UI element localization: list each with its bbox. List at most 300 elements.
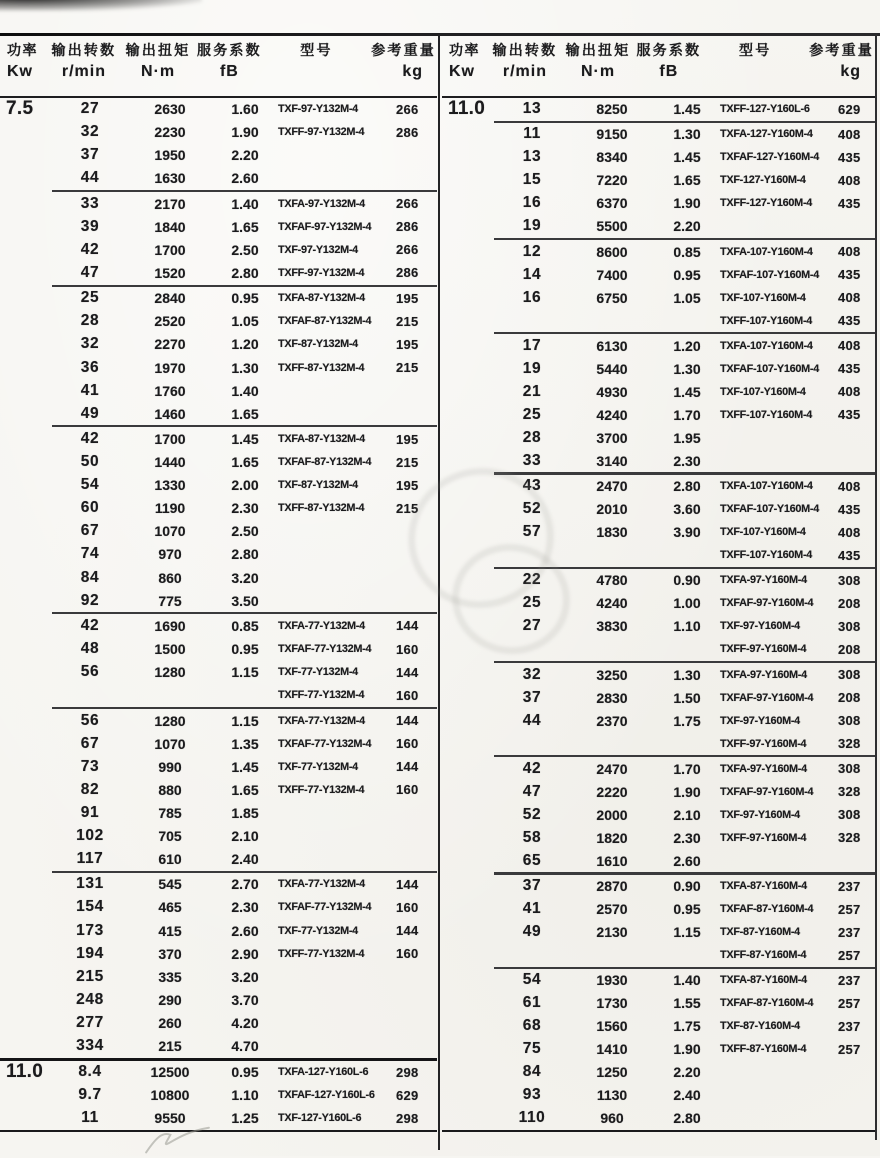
cell-output-speed: 131 bbox=[76, 875, 104, 893]
cell-output-torque: 1500 bbox=[154, 641, 186, 658]
cell-model: TXF-97-Y160M-4 bbox=[720, 808, 800, 821]
cell-service-factor: 1.45 bbox=[231, 758, 259, 775]
table-row bbox=[442, 757, 875, 780]
table-row bbox=[442, 780, 875, 803]
table-row bbox=[0, 379, 437, 402]
cell-weight: 144 bbox=[396, 664, 419, 680]
cell-output-torque: 1730 bbox=[596, 995, 628, 1012]
table-row bbox=[0, 566, 437, 589]
cell-service-factor: 1.90 bbox=[673, 195, 701, 212]
cell-model: TXF-107-Y160M-4 bbox=[720, 526, 806, 539]
cell-model: TXFA-97-Y160M-4 bbox=[720, 574, 807, 587]
cell-model: TXFF-107-Y160M-4 bbox=[720, 314, 813, 327]
cell-output-speed: 84 bbox=[80, 568, 100, 586]
cell-output-torque: 6370 bbox=[596, 195, 628, 212]
cell-service-factor: 0.85 bbox=[673, 243, 701, 260]
cell-weight: 160 bbox=[396, 782, 419, 798]
cell-output-speed: 54 bbox=[522, 971, 542, 989]
cell-weight: 408 bbox=[838, 244, 861, 260]
cell-output-speed: 47 bbox=[522, 782, 542, 800]
cell-output-speed: 52 bbox=[522, 805, 542, 823]
cell-service-factor: 2.20 bbox=[673, 218, 701, 235]
cell-output-speed: 91 bbox=[80, 803, 100, 821]
cell-output-speed: 16 bbox=[522, 288, 542, 306]
cell-model: TXFA-87-Y132M-4 bbox=[278, 433, 365, 446]
cell-weight: 435 bbox=[838, 407, 861, 423]
cell-output-speed: 74 bbox=[80, 545, 100, 563]
cell-service-factor: 1.45 bbox=[673, 383, 701, 400]
header-unit-power: Kw bbox=[449, 62, 475, 80]
cell-model: TXF-127-Y160L-6 bbox=[278, 1112, 362, 1125]
cell-weight: 144 bbox=[396, 923, 419, 939]
cell-weight: 408 bbox=[838, 290, 861, 306]
cell-output-speed: 154 bbox=[76, 898, 104, 916]
cell-output-speed: 19 bbox=[522, 359, 542, 377]
cell-service-factor: 1.20 bbox=[673, 337, 701, 354]
cell-service-factor: 1.85 bbox=[231, 804, 259, 821]
cell-weight: 208 bbox=[838, 690, 861, 706]
cell-weight: 160 bbox=[396, 687, 419, 703]
cell-service-factor: 1.70 bbox=[673, 406, 701, 423]
cell-service-factor: 1.25 bbox=[231, 1110, 259, 1127]
table-row bbox=[0, 896, 437, 919]
cell-output-torque: 1250 bbox=[596, 1064, 628, 1081]
cell-weight: 435 bbox=[838, 547, 861, 563]
cell-output-torque: 2010 bbox=[596, 501, 628, 518]
cell-model: TXFF-77-Y132M-4 bbox=[278, 783, 365, 796]
table-row bbox=[0, 238, 437, 261]
table-row bbox=[442, 898, 875, 921]
cell-output-speed: 334 bbox=[76, 1037, 104, 1055]
table-row bbox=[0, 333, 437, 356]
header-col-output-torque bbox=[560, 40, 637, 96]
cell-output-torque: 6750 bbox=[596, 289, 628, 306]
cell-service-factor: 2.80 bbox=[231, 264, 259, 281]
cell-output-torque: 3830 bbox=[596, 618, 628, 635]
cell-service-factor: 1.45 bbox=[673, 101, 701, 118]
cell-service-factor: 2.50 bbox=[231, 523, 259, 540]
cell-weight: 215 bbox=[396, 313, 419, 329]
cell-model: TXFAF-107-Y160M-4 bbox=[720, 362, 819, 375]
cell-output-speed: 25 bbox=[522, 594, 542, 612]
cell-model: TXFF-97-Y132M-4 bbox=[278, 126, 365, 139]
cell-output-speed: 42 bbox=[80, 616, 100, 634]
cell-service-factor: 1.60 bbox=[231, 101, 259, 118]
cell-service-factor: 3.90 bbox=[673, 524, 701, 541]
cell-output-speed: 33 bbox=[80, 194, 100, 212]
cell-output-torque: 7220 bbox=[596, 172, 628, 189]
cell-output-speed: 44 bbox=[522, 711, 542, 729]
header-col-service-factor bbox=[636, 40, 701, 96]
cell-model: TXF-97-Y160M-4 bbox=[720, 620, 800, 633]
cell-service-factor: 1.40 bbox=[231, 382, 259, 399]
cell-output-torque: 1410 bbox=[596, 1041, 628, 1058]
table-row bbox=[0, 1084, 437, 1107]
cell-weight: 629 bbox=[838, 101, 861, 117]
table-row bbox=[0, 965, 437, 988]
cell-model: TXF-97-Y132M-4 bbox=[278, 243, 358, 256]
cell-model: TXFF-87-Y132M-4 bbox=[278, 502, 365, 515]
cell-model: TXF-97-Y160M-4 bbox=[720, 714, 800, 727]
cell-output-torque: 545 bbox=[158, 876, 182, 893]
cell-service-factor: 3.70 bbox=[231, 991, 259, 1008]
cell-output-speed: 13 bbox=[522, 148, 542, 166]
row-group bbox=[0, 427, 437, 612]
table-row bbox=[442, 403, 875, 426]
cell-output-torque: 2840 bbox=[154, 290, 186, 307]
cell-weight: 408 bbox=[838, 126, 861, 142]
cell-output-speed: 56 bbox=[80, 663, 100, 681]
row-group bbox=[442, 663, 875, 755]
page-right-border bbox=[875, 34, 877, 1140]
header-label-model: 型号 bbox=[739, 41, 772, 58]
cell-service-factor: 1.30 bbox=[673, 126, 701, 143]
cell-output-torque: 8600 bbox=[596, 243, 628, 260]
cell-service-factor: 1.75 bbox=[673, 712, 701, 729]
cell-output-torque: 2630 bbox=[154, 101, 186, 118]
cell-output-speed: 32 bbox=[522, 665, 542, 683]
cell-model: TXFAF-77-Y132M-4 bbox=[278, 901, 372, 914]
cell-service-factor: 0.95 bbox=[231, 290, 259, 307]
cell-output-torque: 1610 bbox=[596, 852, 628, 869]
cell-output-torque: 1130 bbox=[596, 1087, 628, 1104]
header-label-output-torque: 输出扭矩 bbox=[125, 41, 191, 58]
cell-output-torque: 1840 bbox=[154, 218, 186, 235]
table-row bbox=[0, 1061, 437, 1084]
cell-service-factor: 1.45 bbox=[673, 149, 701, 166]
cell-weight: 408 bbox=[838, 172, 861, 188]
table-row bbox=[442, 992, 875, 1015]
row-group bbox=[0, 873, 437, 1058]
cell-service-factor: 2.90 bbox=[231, 945, 259, 962]
table-row bbox=[0, 1107, 437, 1130]
header-col-weight bbox=[809, 40, 875, 96]
cell-service-factor: 2.40 bbox=[231, 851, 259, 868]
cell-output-speed: 75 bbox=[522, 1040, 542, 1058]
row-group bbox=[442, 240, 875, 332]
cell-output-torque: 7400 bbox=[596, 266, 628, 283]
table-row bbox=[0, 1011, 437, 1034]
cell-weight: 144 bbox=[396, 618, 419, 634]
cell-service-factor: 1.75 bbox=[673, 1018, 701, 1035]
cell-service-factor: 1.15 bbox=[231, 712, 259, 729]
cell-service-factor: 1.55 bbox=[673, 995, 701, 1012]
cell-output-speed: 37 bbox=[522, 877, 542, 895]
cell-output-torque: 970 bbox=[158, 546, 182, 563]
row-group bbox=[0, 614, 437, 706]
cell-output-torque: 4780 bbox=[596, 572, 628, 589]
header-label-weight: 参考重量 bbox=[371, 41, 436, 58]
cell-service-factor: 1.15 bbox=[231, 664, 259, 681]
cell-model: TXFF-127-Y160L-6 bbox=[720, 103, 810, 116]
table-row bbox=[0, 215, 437, 238]
cell-model: TXFAF-127-Y160L-6 bbox=[278, 1089, 375, 1102]
cell-output-torque: 290 bbox=[158, 991, 182, 1008]
row-group bbox=[0, 98, 437, 190]
cell-output-torque: 4240 bbox=[596, 406, 628, 423]
cell-service-factor: 2.30 bbox=[231, 500, 259, 517]
table-row bbox=[0, 192, 437, 215]
header-col-weight bbox=[371, 40, 437, 96]
cell-output-torque: 2470 bbox=[596, 478, 628, 495]
cell-output-torque: 960 bbox=[600, 1110, 624, 1127]
cell-weight: 195 bbox=[396, 477, 419, 493]
cell-model: TXFA-87-Y160M-4 bbox=[720, 880, 807, 893]
row-group bbox=[0, 287, 437, 426]
cell-weight: 215 bbox=[396, 500, 419, 516]
cell-weight: 308 bbox=[838, 713, 861, 729]
cell-service-factor: 2.30 bbox=[231, 899, 259, 916]
cell-model: TXFF-77-Y132M-4 bbox=[278, 689, 365, 702]
header-label-service-factor: 服务系数 bbox=[636, 41, 702, 58]
table-row bbox=[0, 848, 437, 871]
cell-weight: 160 bbox=[396, 641, 419, 657]
cell-output-speed: 21 bbox=[522, 382, 542, 400]
cell-model: TXFAF-97-Y132M-4 bbox=[278, 220, 372, 233]
cell-model: TXFAF-87-Y160M-4 bbox=[720, 997, 814, 1010]
cell-weight: 286 bbox=[396, 219, 419, 235]
header-unit-weight: kg bbox=[840, 62, 861, 80]
row-group bbox=[0, 1061, 437, 1130]
cell-service-factor: 0.95 bbox=[673, 901, 701, 918]
cell-output-speed: 48 bbox=[80, 640, 100, 658]
cell-model: TXFA-107-Y160M-4 bbox=[720, 480, 813, 493]
cell-weight: 308 bbox=[838, 667, 861, 683]
cell-output-torque: 2130 bbox=[596, 924, 628, 941]
cell-output-torque: 3700 bbox=[596, 429, 628, 446]
cell-weight: 435 bbox=[838, 267, 861, 283]
cell-service-factor: 2.20 bbox=[673, 1064, 701, 1081]
cell-output-speed: 58 bbox=[522, 828, 542, 846]
cell-weight: 408 bbox=[838, 384, 861, 400]
cell-output-torque: 6130 bbox=[596, 337, 628, 354]
cell-service-factor: 0.90 bbox=[673, 878, 701, 895]
table-row bbox=[442, 1038, 875, 1061]
cell-weight: 144 bbox=[396, 876, 419, 892]
cell-output-speed: 25 bbox=[522, 405, 542, 423]
row-group bbox=[442, 969, 875, 1130]
cell-output-torque: 1760 bbox=[154, 382, 186, 399]
table-row bbox=[0, 1034, 437, 1057]
cell-output-speed: 32 bbox=[80, 335, 100, 353]
table-row bbox=[0, 638, 437, 661]
cell-model: TXFF-87-Y160M-4 bbox=[720, 949, 807, 962]
cell-service-factor: 1.65 bbox=[231, 454, 259, 471]
header-unit-output-speed: r/min bbox=[502, 62, 547, 80]
cell-output-torque: 215 bbox=[158, 1038, 182, 1055]
cell-output-speed: 57 bbox=[522, 523, 542, 541]
table-row bbox=[442, 334, 875, 357]
cell-weight: 266 bbox=[396, 242, 419, 258]
cell-model: TXF-87-Y160M-4 bbox=[720, 1020, 800, 1033]
cell-weight: 257 bbox=[838, 1041, 861, 1057]
cell-weight: 308 bbox=[838, 618, 861, 634]
cell-output-speed: 27 bbox=[80, 100, 100, 118]
table-body bbox=[0, 98, 437, 1130]
cell-output-speed: 117 bbox=[76, 850, 104, 868]
cell-output-torque: 3140 bbox=[596, 452, 628, 469]
cell-output-speed: 277 bbox=[76, 1013, 104, 1031]
cell-output-torque: 1690 bbox=[154, 617, 186, 634]
cell-model: TXFAF-77-Y132M-4 bbox=[278, 737, 372, 750]
cell-model: TXFA-97-Y160M-4 bbox=[720, 668, 807, 681]
cell-output-speed: 44 bbox=[80, 169, 100, 187]
cell-output-torque: 5500 bbox=[596, 218, 628, 235]
cell-model: TXFAF-87-Y132M-4 bbox=[278, 456, 372, 469]
cell-output-speed: 33 bbox=[522, 451, 542, 469]
cell-model: TXFF-97-Y160M-4 bbox=[720, 643, 807, 656]
cell-service-factor: 2.00 bbox=[231, 477, 259, 494]
cell-weight: 257 bbox=[838, 947, 861, 963]
cell-output-speed: 11 bbox=[523, 125, 541, 143]
cell-output-speed: 43 bbox=[522, 477, 542, 495]
cell-weight: 160 bbox=[396, 899, 419, 915]
cell-model: TXFF-107-Y160M-4 bbox=[720, 408, 813, 421]
cell-weight: 435 bbox=[838, 501, 861, 517]
cell-output-torque: 10800 bbox=[150, 1087, 190, 1104]
cell-service-factor: 1.35 bbox=[231, 735, 259, 752]
table-row bbox=[442, 380, 875, 403]
table-row bbox=[442, 1084, 875, 1107]
cell-output-torque: 1930 bbox=[596, 972, 628, 989]
cell-weight: 408 bbox=[838, 524, 861, 540]
cell-output-torque: 1330 bbox=[154, 477, 186, 494]
cell-output-torque: 1970 bbox=[154, 359, 186, 376]
cell-model: TXFA-77-Y132M-4 bbox=[278, 619, 365, 632]
cell-model: TXF-97-Y132M-4 bbox=[278, 103, 358, 116]
cell-output-speed: 41 bbox=[522, 900, 542, 918]
cell-service-factor: 1.90 bbox=[231, 124, 259, 141]
cell-output-torque: 2570 bbox=[596, 901, 628, 918]
cell-service-factor: 1.95 bbox=[673, 429, 701, 446]
row-group bbox=[0, 709, 437, 871]
cell-weight: 308 bbox=[838, 761, 861, 777]
row-group bbox=[442, 875, 875, 967]
cell-output-torque: 4930 bbox=[596, 383, 628, 400]
cell-service-factor: 1.05 bbox=[673, 289, 701, 306]
cell-output-speed: 22 bbox=[522, 571, 542, 589]
cell-output-torque: 610 bbox=[158, 851, 182, 868]
header-label-power: 功率 bbox=[7, 41, 38, 58]
cell-weight: 160 bbox=[396, 946, 419, 962]
cell-output-torque: 1830 bbox=[596, 524, 628, 541]
table-row bbox=[0, 287, 437, 310]
cell-model: TXFF-127-Y160M-4 bbox=[720, 197, 813, 210]
table-row bbox=[442, 146, 875, 169]
table-row bbox=[0, 614, 437, 637]
cell-service-factor: 1.20 bbox=[231, 336, 259, 353]
cell-output-speed: 9.7 bbox=[78, 1086, 102, 1104]
cell-model: TXF-77-Y132M-4 bbox=[278, 666, 358, 679]
cell-output-torque: 4240 bbox=[596, 595, 628, 612]
cell-weight: 144 bbox=[396, 713, 419, 729]
cell-model: TXFA-77-Y132M-4 bbox=[278, 878, 365, 891]
cell-service-factor: 0.90 bbox=[673, 572, 701, 589]
cell-service-factor: 2.80 bbox=[673, 478, 701, 495]
cell-weight: 237 bbox=[838, 924, 861, 940]
cell-model: TXF-77-Y132M-4 bbox=[278, 760, 358, 773]
cell-output-speed: 67 bbox=[80, 522, 100, 540]
cell-weight: 237 bbox=[838, 972, 861, 988]
cell-output-speed: 65 bbox=[522, 851, 542, 869]
table-row bbox=[0, 261, 437, 284]
cell-model: TXF-87-Y132M-4 bbox=[278, 338, 358, 351]
table-row bbox=[442, 192, 875, 215]
cell-output-torque: 2230 bbox=[154, 124, 186, 141]
table-row bbox=[442, 944, 875, 967]
cell-service-factor: 1.40 bbox=[231, 195, 259, 212]
cell-output-torque: 1190 bbox=[154, 500, 186, 517]
cell-output-speed: 13 bbox=[522, 100, 542, 118]
cell-service-factor: 2.20 bbox=[231, 147, 259, 164]
cell-output-torque: 2220 bbox=[596, 783, 628, 800]
header-label-model: 型号 bbox=[300, 41, 333, 58]
cell-output-torque: 1440 bbox=[154, 454, 186, 471]
cell-service-factor: 1.90 bbox=[673, 783, 701, 800]
cell-output-speed: 60 bbox=[80, 499, 100, 517]
cell-output-speed: 25 bbox=[80, 289, 100, 307]
cell-service-factor: 2.60 bbox=[231, 170, 259, 187]
table-row bbox=[0, 778, 437, 801]
cell-output-speed: 73 bbox=[80, 757, 100, 775]
header-label-output-speed: 输出转数 bbox=[51, 41, 117, 58]
cell-output-speed: 37 bbox=[522, 688, 542, 706]
cell-output-torque: 705 bbox=[158, 827, 182, 844]
header-label-output-speed: 输出转数 bbox=[492, 41, 558, 58]
cell-model: TXFA-77-Y132M-4 bbox=[278, 714, 365, 727]
cell-output-speed: 68 bbox=[522, 1017, 542, 1035]
cell-service-factor: 1.15 bbox=[673, 924, 701, 941]
cell-service-factor: 2.70 bbox=[231, 876, 259, 893]
table-row bbox=[0, 709, 437, 732]
scan-smudge-artifact bbox=[0, 0, 202, 11]
cell-model: TXFF-87-Y132M-4 bbox=[278, 361, 365, 374]
table-row bbox=[442, 1107, 875, 1130]
header-col-output-torque bbox=[119, 40, 197, 96]
cell-service-factor: 0.95 bbox=[231, 1064, 259, 1081]
cell-output-speed: 32 bbox=[80, 123, 100, 141]
row-group bbox=[442, 98, 875, 121]
cell-model: TXFAF-97-Y160M-4 bbox=[720, 785, 814, 798]
table-row bbox=[442, 169, 875, 192]
cell-service-factor: 2.10 bbox=[231, 827, 259, 844]
cell-output-speed: 173 bbox=[76, 921, 104, 939]
cell-output-torque: 775 bbox=[158, 592, 182, 609]
cell-output-speed: 39 bbox=[80, 217, 100, 235]
cell-model: TXFA-97-Y160M-4 bbox=[720, 762, 807, 775]
cell-weight: 328 bbox=[838, 784, 861, 800]
spec-table-left bbox=[0, 36, 437, 1132]
cell-output-speed: 49 bbox=[522, 923, 542, 941]
table-row bbox=[0, 427, 437, 450]
cell-weight: 298 bbox=[396, 1110, 419, 1126]
cell-weight: 435 bbox=[838, 149, 861, 165]
cell-power: 11.0 bbox=[448, 98, 486, 120]
header-unit-weight: kg bbox=[402, 62, 423, 80]
cell-model: TXFAF-97-Y160M-4 bbox=[720, 691, 814, 704]
cell-weight: 266 bbox=[396, 101, 419, 117]
cell-output-speed: 11 bbox=[81, 1109, 99, 1127]
cell-output-speed: 61 bbox=[522, 994, 542, 1012]
header-col-power bbox=[0, 40, 49, 96]
cell-output-torque: 860 bbox=[158, 569, 182, 586]
cell-weight: 408 bbox=[838, 338, 861, 354]
header-unit-output-torque: N·m bbox=[141, 62, 176, 80]
cell-model: TXFA-107-Y160M-4 bbox=[720, 245, 813, 258]
cell-output-torque: 1280 bbox=[154, 712, 186, 729]
cell-weight: 257 bbox=[838, 901, 861, 917]
cell-service-factor: 1.30 bbox=[673, 360, 701, 377]
